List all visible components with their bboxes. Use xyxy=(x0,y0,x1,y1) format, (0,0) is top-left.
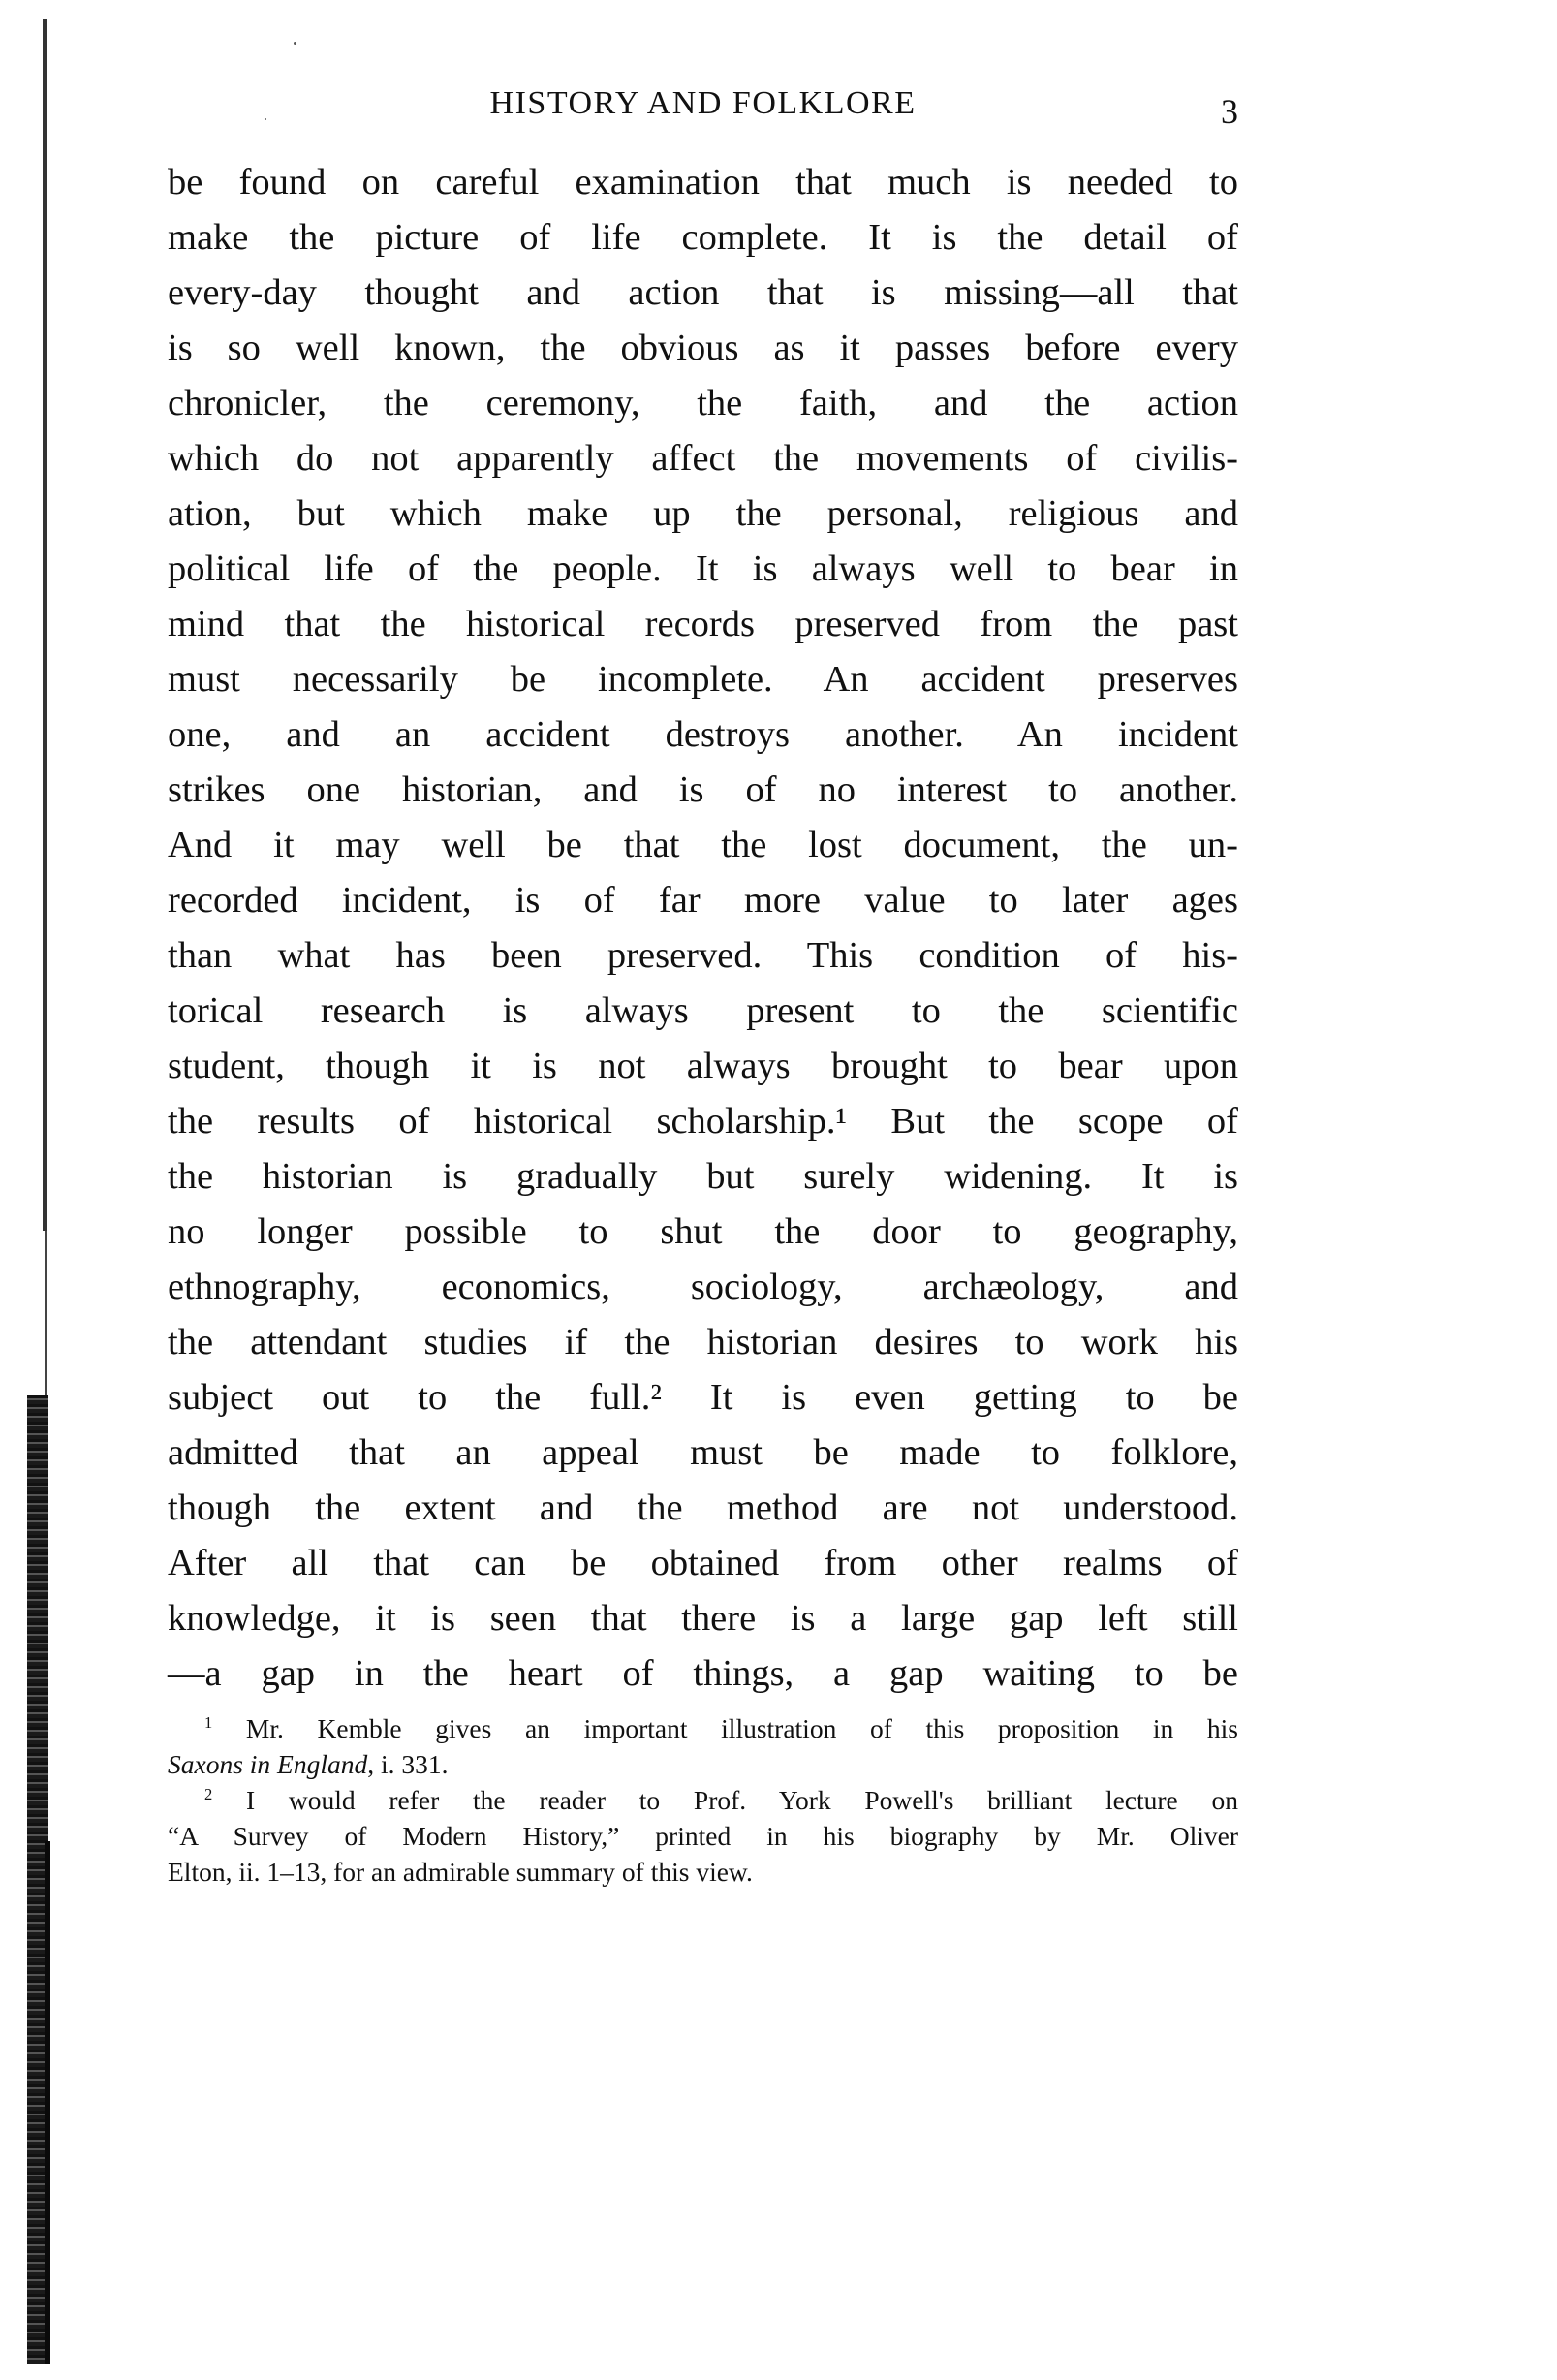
text-line: mind that the historical records preserved from the past xyxy=(168,604,1238,644)
text-line: make the picture of life complete. It is the detail of xyxy=(168,217,1238,258)
text-line: which do not apparently affect the movements of civilis- xyxy=(168,438,1238,479)
text-line: the results of historical scholarship.¹ But the scope of xyxy=(168,1101,1238,1142)
footnote-marker: 1 xyxy=(204,1712,213,1732)
text-line: no longer possible to shut the door to geography, xyxy=(168,1211,1238,1252)
text-line: admitted that an appeal must be made to folklore, xyxy=(168,1432,1238,1473)
footnote-1-line: $^1$ Mr. Kemble gives an important illustration of this proposition in his xyxy=(204,1712,1239,1743)
text-line: political life of the people. It is always well to bear in xyxy=(168,548,1238,589)
text-line: —a gap in the heart of things, a gap waiting to be xyxy=(168,1653,1238,1694)
footnote-1-line: Saxons in England, i. 331. xyxy=(168,1749,449,1779)
text-line: every-day thought and action that is missing—all that xyxy=(168,272,1238,313)
text-line: one, and an accident destroys another. An incident xyxy=(168,714,1238,755)
text-line: strikes one historian, and is of no interest to another. xyxy=(168,769,1238,810)
text-line: recorded incident, is of far more value to later ages xyxy=(168,880,1238,921)
body-text xyxy=(168,155,1238,1702)
footnote-2-line: Elton, ii. 1–13, for an admirable summary of this view. xyxy=(168,1857,753,1887)
text-line: chronicler, the ceremony, the faith, and the action xyxy=(168,383,1238,423)
text-line: ation, but which make up the personal, religious and xyxy=(168,493,1238,534)
text-line: And it may well be that the lost document, the un- xyxy=(168,825,1238,865)
footnote-2-line: $^2$ I would refer the reader to Prof. York Powell's brilliant lecture on xyxy=(204,1784,1239,1815)
binding-edge-shadow xyxy=(43,19,47,1231)
text-line: student, though it is not always brought to bear upon xyxy=(168,1046,1238,1086)
text-line: is so well known, the obvious as it passes before every xyxy=(168,328,1238,368)
page-number: 3 xyxy=(1221,92,1238,131)
text-line: than what has been preserved. This condition of his- xyxy=(168,935,1238,976)
text-line: be found on careful examination that much is needed to xyxy=(168,162,1238,203)
text-line: the attendant studies if the historian desires to work his xyxy=(168,1322,1238,1362)
footnote-marker: 2 xyxy=(204,1784,213,1803)
scan-speck xyxy=(294,42,296,45)
book-title: Saxons in England xyxy=(168,1749,368,1779)
text-line: knowledge, it is seen that there is a large gap left still xyxy=(168,1598,1238,1639)
text-line: After all that can be obtained from other realms of xyxy=(168,1543,1238,1583)
text-line: the historian is gradually but surely widening. It is xyxy=(168,1156,1238,1197)
text-line: ethnography, economics, sociology, archæology, and xyxy=(168,1267,1238,1307)
page-header xyxy=(168,85,1238,134)
footnote-2-line: “A Survey of Modern History,” printed in his biography by Mr. Oliver xyxy=(168,1821,1238,1851)
text-line: torical research is always present to the scientific xyxy=(168,990,1238,1031)
text-line: must necessarily be incomplete. An accident preserves xyxy=(168,659,1238,700)
binding-edge-shadow xyxy=(45,1841,50,2364)
footnotes xyxy=(168,1710,1238,1890)
running-head: HISTORY AND FOLKLORE xyxy=(489,85,917,121)
text-line: though the extent and the method are not understood. xyxy=(168,1488,1238,1528)
text-line: subject out to the full.² It is even getting to be xyxy=(168,1377,1238,1418)
